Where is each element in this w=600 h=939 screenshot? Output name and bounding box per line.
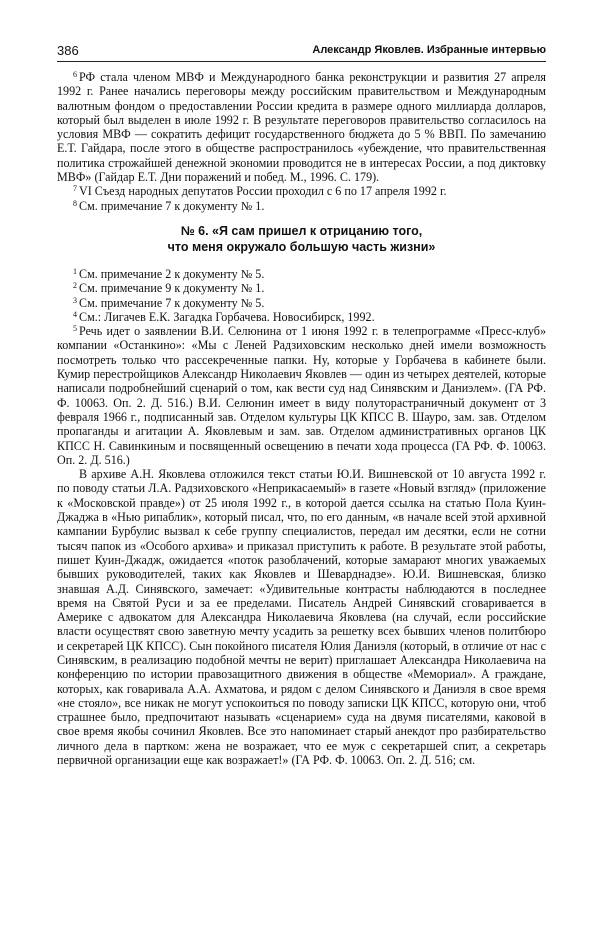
endnote-text: См. примечание 9 к документу № 1.	[79, 281, 265, 296]
document-heading	[57, 223, 546, 255]
endnote-text: VI Съезд народных депутатов России проходил с 6 по 17 апреля 1992 г.	[79, 184, 447, 199]
endnote	[57, 199, 546, 213]
document-heading-line: № 6. «Я сам пришел к отрицанию того,	[180, 223, 423, 238]
endnote-text: РФ стала членом МВФ и Международного банка реконструкции и развития 27 апреля 1992 г. Ранее начались переговоры между российским правительством и Международным валютным фондом о предоставлении России кредита в размере одного миллиарда долларов, который был выделен в июле 1992 г. В результате переговоров правительство согласилось на условия МВФ — сократить дефицит государственного бюджета до 5 % ВВП. По замечанию Е.Т. Гайдара, после этого в обществе распространилось «убеждение, что правительственная политика строжайшей денежной экономии проводится не в интересах России, а под диктовку МВФ» (Гайдар Е.Т. Дни поражений и побед. М., 1996. С. 179).	[57, 70, 546, 185]
endnote-text: Речь идет о заявлении В.И. Селюнина от 1 июня 1992 г. в телепрограмме «Пресс-клуб» компании «Останкино»: «Мы с Леней Радзиховским несколько дней имели возможность посмотреть только что рассекреченные папки. Ну, которые у Горбачева в кабинете были. Кумир перестройщиков Александр Николаевич Яковлев — один из четырех деятелей, которые написали подробнейший сценарий о том, как вести суд над Синявским и Даниэлем». (ГА РФ. Ф. 10063. Оп. 2. Д. 516.) В.И. Селюнин имеет в виду полуторастраничный документ от 3 февраля 1966 г., подписанный зав. Отделом культуры ЦК КПСС В. Шауро, зам. зав. Отделом пропаганды и агитации А. Яковлевым и зам. зав. Отделом административных органов ЦК КПСС Н. Савинкиным и посвященный освещению в печати хода процесса (ГА РФ. Ф. 10063. Оп. 2. Д. 516.)	[57, 324, 546, 467]
notes-previous-document	[57, 70, 546, 213]
endnote-number: 8	[73, 198, 77, 208]
endnote-number: 2	[73, 281, 77, 291]
endnote	[57, 324, 546, 467]
page-header	[57, 40, 546, 64]
endnote-text: См. примечание 7 к документу № 5.	[79, 295, 265, 310]
notes-document-6	[57, 267, 546, 467]
endnote-number: 1	[73, 266, 77, 276]
endnote-number: 6	[73, 70, 77, 79]
endnote	[57, 310, 546, 324]
page-number: 386	[57, 43, 79, 58]
running-head: Александр Яковлев. Избранные интервью	[312, 44, 546, 56]
endnote-text: См. примечание 7 к документу № 1.	[79, 198, 265, 213]
endnote	[57, 70, 546, 184]
endnote	[57, 184, 546, 198]
endnote	[57, 281, 546, 295]
document-heading-line: что меня окружало большую часть жизни»	[167, 239, 436, 254]
endnote-number: 4	[73, 309, 77, 319]
endnote-text: См. примечание 2 к документу № 5.	[79, 266, 265, 281]
endnote-number: 5	[73, 324, 77, 334]
endnote-number: 3	[73, 295, 77, 305]
endnote	[57, 296, 546, 310]
endnote-number: 7	[73, 184, 77, 194]
header-rule	[57, 61, 546, 62]
endnote	[57, 267, 546, 281]
body-text	[57, 70, 546, 767]
endnote-text: См.: Лигачев Е.К. Загадка Горбачева. Новосибирск, 1992.	[79, 309, 375, 324]
main-paragraph: В архиве А.Н. Яковлева отложился текст статьи Ю.И. Вишневской от 10 августа 1992 г. по поводу статьи Л.А. Радзиховского «Неприкасаемый» в газете «Новый взгляд» (приложение к «Московской правде») от 25 июля 1992 г., в которой дается ссылка на статью Пола Куин-Джаджа в «Нью рипаблик», который писал, что, по его данным, «в начале всей этой архивной кампании Бурбулис вызвал к себе группу специалистов, передал им десятки, если не сотни тысяч папок из «Особого архива» и приказал приступить к работе. В результате этой работы, пишет Куин-Джадж, ожидается «поток разоблачений, которые замарают многих уважаемых бывших руководителей, таких как Яковлев и Шеварднадзе». Ю.И. Вишневская, близко знавшая А.Д. Синявского, замечает: «Удивительные контрасты наблюдаются в последнее время на Святой Руси и за ее пределами. Писатель Андрей Синявский сговаривается в Америке с адвокатом для Александра Николаевича Яковлева (на случай, если российские власти осуществят свою заветную мечту усадить за решетку всех бывших членов политбюро и секретарей ЦК КПСС). Сын покойного писателя Юлия Даниэля (который, в отличие от нас с Синявским, в реализацию подобной мечты не верит) приглашает Александра Николаевича на конференцию по истории правозащитного движения в обществе «Мемориал». А граждане, которых, как говаривала А.А. Ахматова, и рядом с делом Синявского и Даниэля в свое время «не стояло», все никак не могут успокоиться по поводу записки ЦК КПСС, которую они, чтоб страшнее было, предпочитают называть «сценарием» суда на двумя писателями, каковой в свое время якобы сочинил Яковлев. Все это напоминает старый анекдот про разбирательство личного дела в партком: жена не возражает, что ее муж с секретаршей спит, а секретарь первичной организации еще как возражает!» (ГА РФ. Ф. 10063. Оп. 2. Д. 516; см.	[57, 467, 546, 768]
